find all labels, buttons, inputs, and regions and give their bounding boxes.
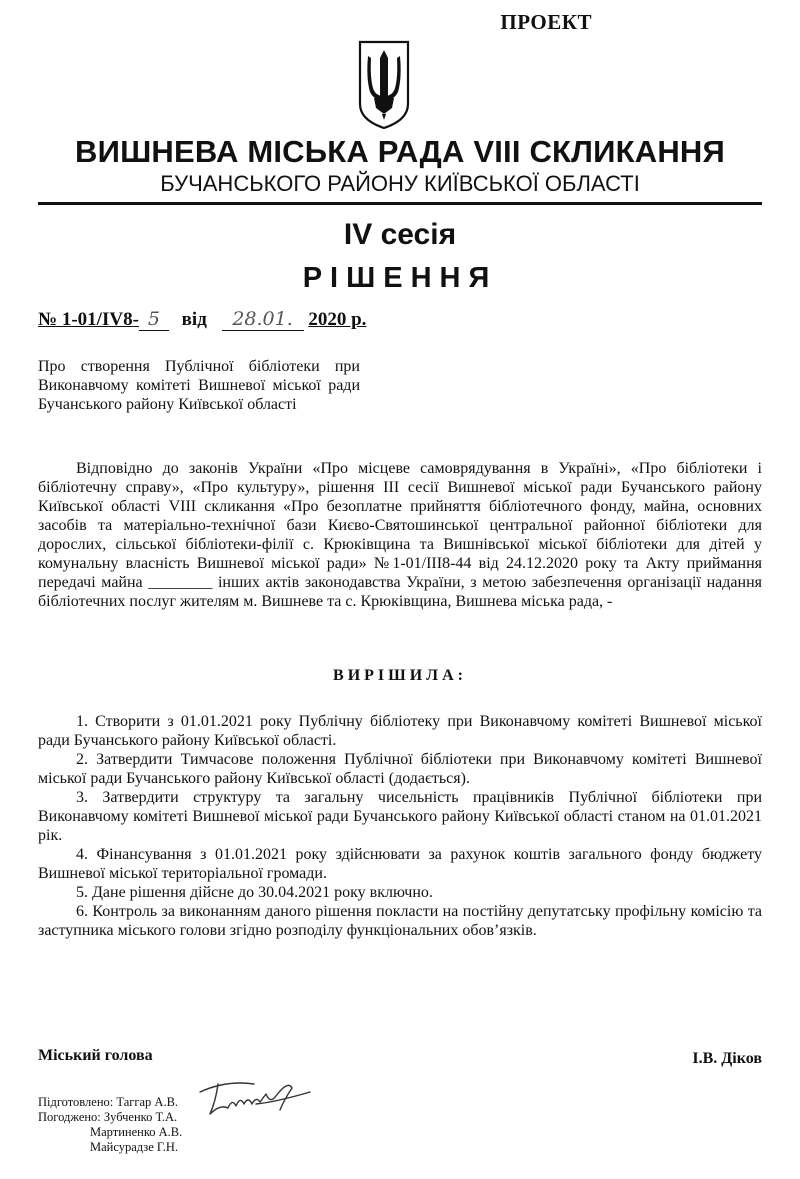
council-name: ВИШНЕВА МІСЬКА РАДА VIII СКЛИКАННЯ [75,134,725,169]
decision-item: 6. Контроль за виконанням даного рішення покласти на постійну депутатську профільну комісію та заступника міського голови згідно розподілу функціональних обов’язків. [38,903,762,939]
resolved-heading: ВИРІШИЛА: [333,667,467,684]
agreed-by-3: Майсурадзе Г.Н. [90,1140,179,1154]
signatory-name: І.В. Діков [692,1050,762,1067]
decision-item: 2. Затвердити Тимчасове положення Публічної бібліотеки при Виконавчому комітеті Вишневої міської ради Бучанського району Київської області (додається). [38,751,762,787]
decision-number-handwritten: 5 [139,308,169,331]
decision-item: 3. Затвердити структуру та загальну чисельність працівників Публічної бібліотеки при Виконавчому комітеті Вишневої міської ради Бучанського району Київської області станом на 01.01.2021 рік. [38,789,762,844]
approval-list [38,1095,182,1155]
decision-item: 5. Дане рішення дійсне до 30.04.2021 року включно. [76,884,433,901]
decision-number-prefix: № 1-01/IV8- [38,309,139,330]
agreed-by: Погоджено: Зубченко Т.А. [38,1110,178,1124]
decision-items [38,712,762,940]
decision-date-handwritten: 28.01. [222,308,304,331]
session-title: IV сесія [343,218,457,251]
decision-from-label: від [181,309,207,330]
signatory-position: Міський голова [38,1047,153,1064]
council-district: БУЧАНСЬКОГО РАЙОНУ КИЇВСЬКОЇ ОБЛАСТІ [160,171,640,196]
prepared-by: Підготовлено: Таггар А.В. [38,1095,179,1109]
agreed-by-2: Мартиненко А.В. [90,1125,183,1139]
trident-emblem-icon [356,38,412,130]
decision-subject: Про створення Публічної бібліотеки при Виконавчому комітеті Вишневої міської ради Бучанського району Київської області [38,358,360,413]
decision-year: 2020 р. [308,309,367,330]
handwritten-signature [196,1074,314,1122]
project-stamp: ПРОЕКТ [500,10,592,34]
preamble: Відповідно до законів України «Про місцеве самоврядування в Україні», «Про бібліотеки і бібліотечну справу», «Про культуру», рішення ІІІ сесії Вишневої міської ради Бучанського району Київської області VIII скликання «Про безоплатне прийняття бібліотечного фонду, майна, основних засобів та матеріально-технічної бази Києво-Святошинської центральної районної бібліотеки для дорослих, сільської бібліотеки-філії с. Крюківщина та Вишнівської міської бібліотеки для дітей у комунальну власність Вишневої міської ради» №1-01/ІІІ8-44 від 24.12.2020 року та Акту приймання передачі майна ________ інших актів законодавства України, з метою забезпечення організації надання бібліотечних послуг жителям м. Вишневе та с. Крюківщина, Вишнева міська рада, - [38,460,762,610]
decision-number-line [38,308,366,331]
document-title: РІШЕННЯ [302,262,498,294]
decision-item: 1. Створити з 01.01.2021 року Публічну бібліотеку при Виконавчому комітеті Вишневої міської ради Бучанського району Київської області. [38,713,762,749]
header-rule [38,202,762,205]
decision-item: 4. Фінансування з 01.01.2021 року здійснювати за рахунок коштів загального фонду бюджету Вишневої міської територіальної громади. [38,846,762,882]
